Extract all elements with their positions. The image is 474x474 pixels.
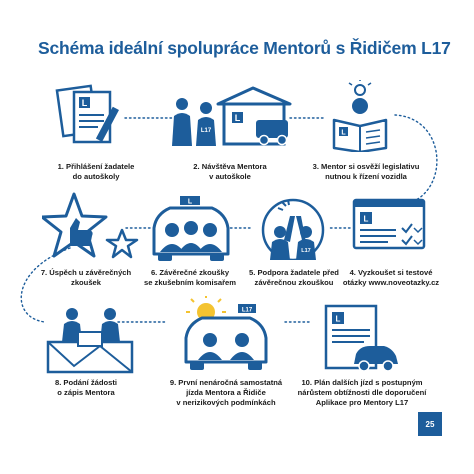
step-5-caption: 5. Podpora žadatele před závěrečnou zkouškou (249, 268, 339, 287)
step-2-caption: 2. Návštěva Mentora v autoškole (193, 162, 267, 181)
step-10-caption: 10. Plán dalších jízd s postupným nárůstem obtížnosti dle doporučení Aplikace pro Mentory L17 (297, 378, 427, 407)
driver-l17-badge: L17 (301, 248, 311, 254)
step-3-caption: 3. Mentor si osvěží legislativu nutnou k řízení vozidla (312, 162, 420, 181)
school-l-sign: L (234, 113, 241, 123)
exam-car-icon (148, 194, 234, 262)
plan-l-badge: L (335, 314, 341, 324)
first-drive-icon (180, 296, 272, 372)
test-l-badge: L (363, 214, 369, 224)
mentor-reading-icon (330, 80, 400, 152)
l17-badge-text: L17 (200, 128, 212, 134)
car-l17-sign: L17 (241, 307, 253, 314)
step-6-caption: 6. Závěrečné zkoušky se zkušebním komisařem (143, 268, 236, 287)
high-five-icon (258, 196, 328, 260)
roof-l-sign: L (187, 198, 193, 206)
l-badge-text: L (81, 98, 88, 108)
plan-document-icon (318, 304, 400, 374)
step-7-caption: 7. Úspěch u závěrečných zkoušek (40, 268, 132, 287)
registration-desk-icon (44, 306, 136, 374)
step-1-caption: 1. Přihlášení žadatele do autoškoly (57, 162, 135, 181)
page-number: 25 (418, 412, 442, 436)
driving-school-visit-icon (168, 84, 298, 154)
page-title: Schéma ideální spolupráce Mentorů s Řidičem L17 (38, 38, 451, 58)
success-stars-icon (42, 192, 140, 264)
online-test-icon (352, 198, 428, 256)
application-forms-icon (52, 82, 134, 152)
step-4-caption: 4. Vyzkoušet si testové otázky www.noveotazky.cz (342, 268, 440, 287)
book-l-badge: L (341, 129, 346, 137)
step-8-caption: 8. Podání žádosti o zápis Mentora (54, 378, 118, 397)
step-9-caption: 9. První nenáročná samostatná jízda Mentora a Řidiče v nerizikových podmínkách (169, 378, 283, 407)
